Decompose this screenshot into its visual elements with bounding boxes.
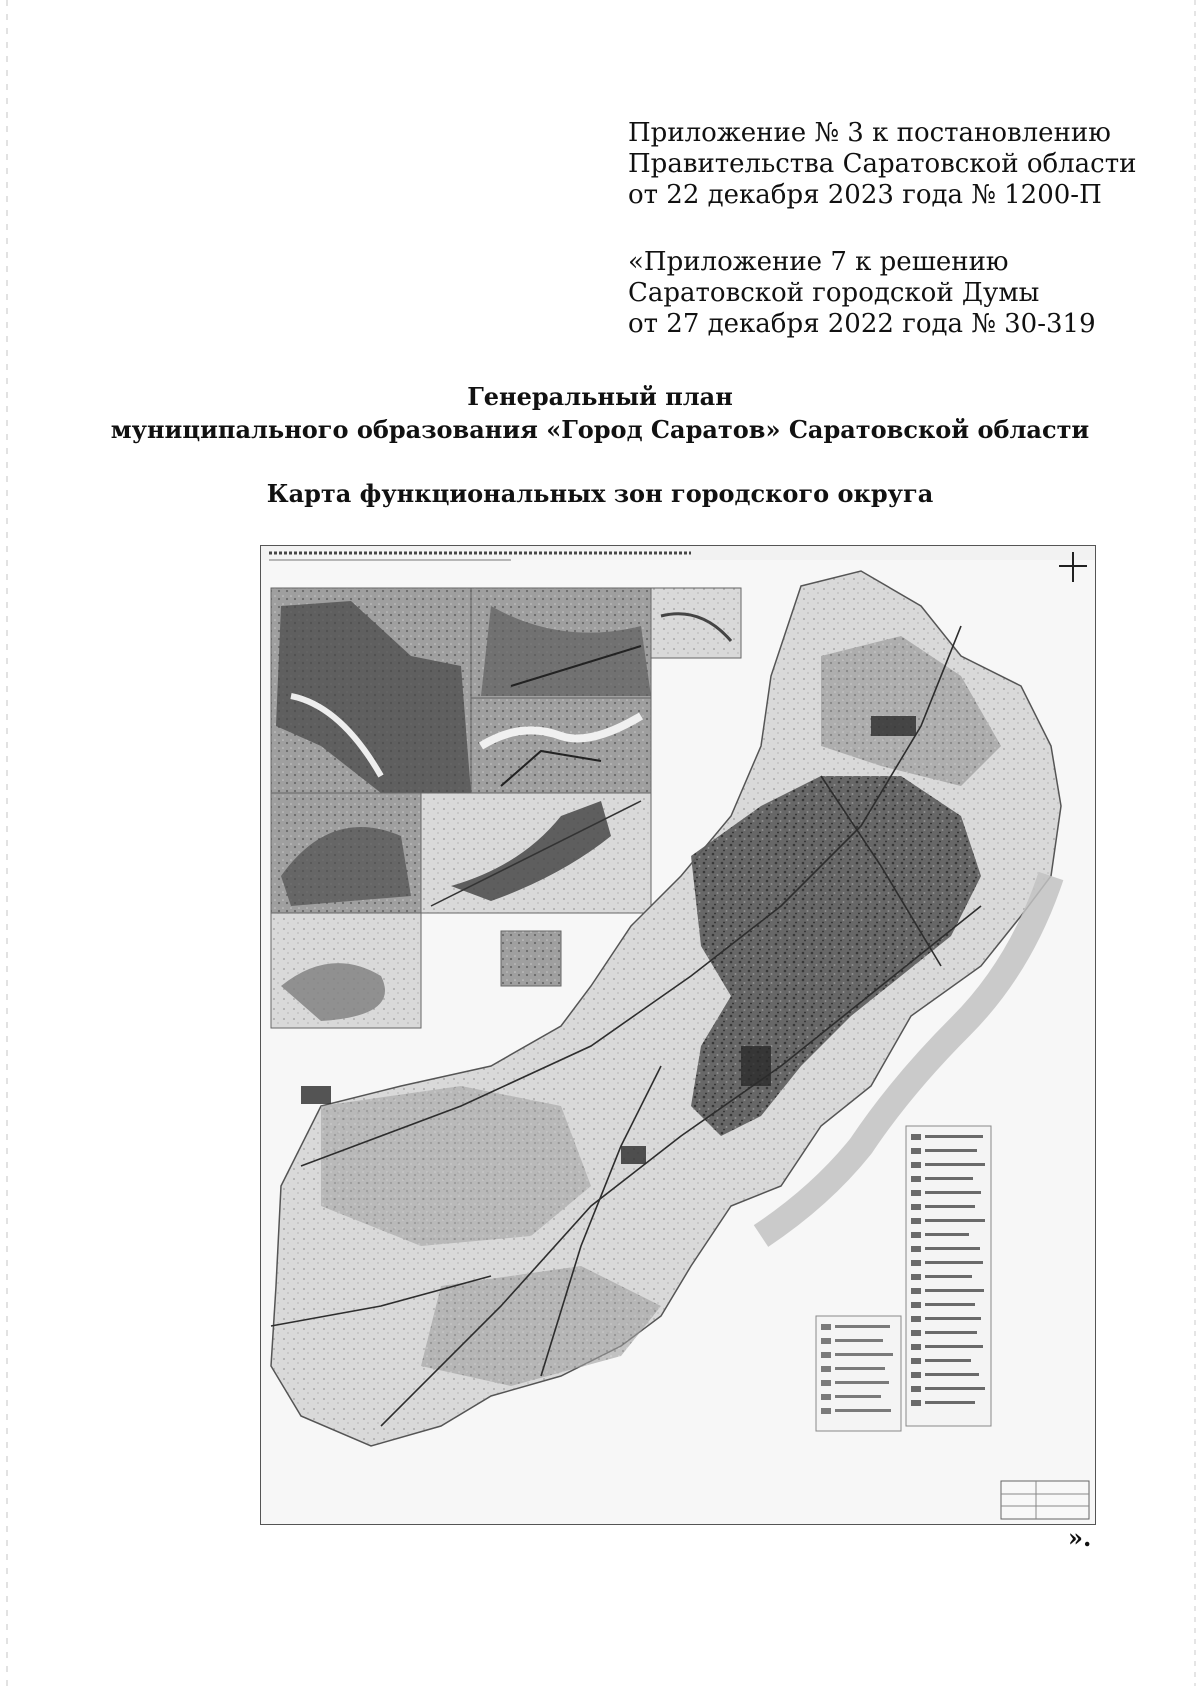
- inset-map-5: [271, 793, 421, 913]
- document-title: [0, 380, 1200, 446]
- functional-zones-map: [260, 545, 1096, 1525]
- scan-edge-right: [1194, 0, 1196, 1686]
- map-legend-secondary: [816, 1316, 901, 1431]
- map-title-block: [1001, 1481, 1089, 1519]
- closing-quote-mark: ».: [1068, 1523, 1092, 1552]
- inset-map-1: [271, 588, 471, 793]
- map-illustration: [261, 546, 1095, 1524]
- appendix-previous-line-1: «Приложение 7 к решению: [628, 247, 1009, 277]
- inset-map-2: [471, 588, 651, 698]
- appendix-previous-line-3: от 27 декабря 2022 года № 30-319: [628, 309, 1096, 339]
- appendix-previous-line-2: Саратовской городской Думы: [628, 278, 1040, 308]
- scan-edge-left: [6, 0, 8, 1686]
- inset-map-3: [651, 588, 741, 658]
- document-title-line-1: Генеральный план: [467, 382, 733, 411]
- map-legend-primary: [906, 1126, 991, 1426]
- inset-map-7: [271, 913, 421, 1028]
- appendix-header-previous: [628, 247, 1096, 340]
- inset-map-6: [421, 793, 651, 913]
- appendix-current-line-1: Приложение № 3 к постановлению: [628, 118, 1111, 148]
- appendix-header-current: [628, 118, 1136, 211]
- appendix-current-line-2: Правительства Саратовской области: [628, 149, 1137, 179]
- map-title: Карта функциональных зон городского округа: [266, 479, 934, 508]
- document-title-line-2: муниципального образования «Город Саратов» Саратовской области: [110, 415, 1090, 444]
- inset-map-4: [471, 698, 651, 793]
- inset-map-8: [501, 931, 561, 986]
- appendix-current-line-3: от 22 декабря 2023 года № 1200-П: [628, 180, 1102, 210]
